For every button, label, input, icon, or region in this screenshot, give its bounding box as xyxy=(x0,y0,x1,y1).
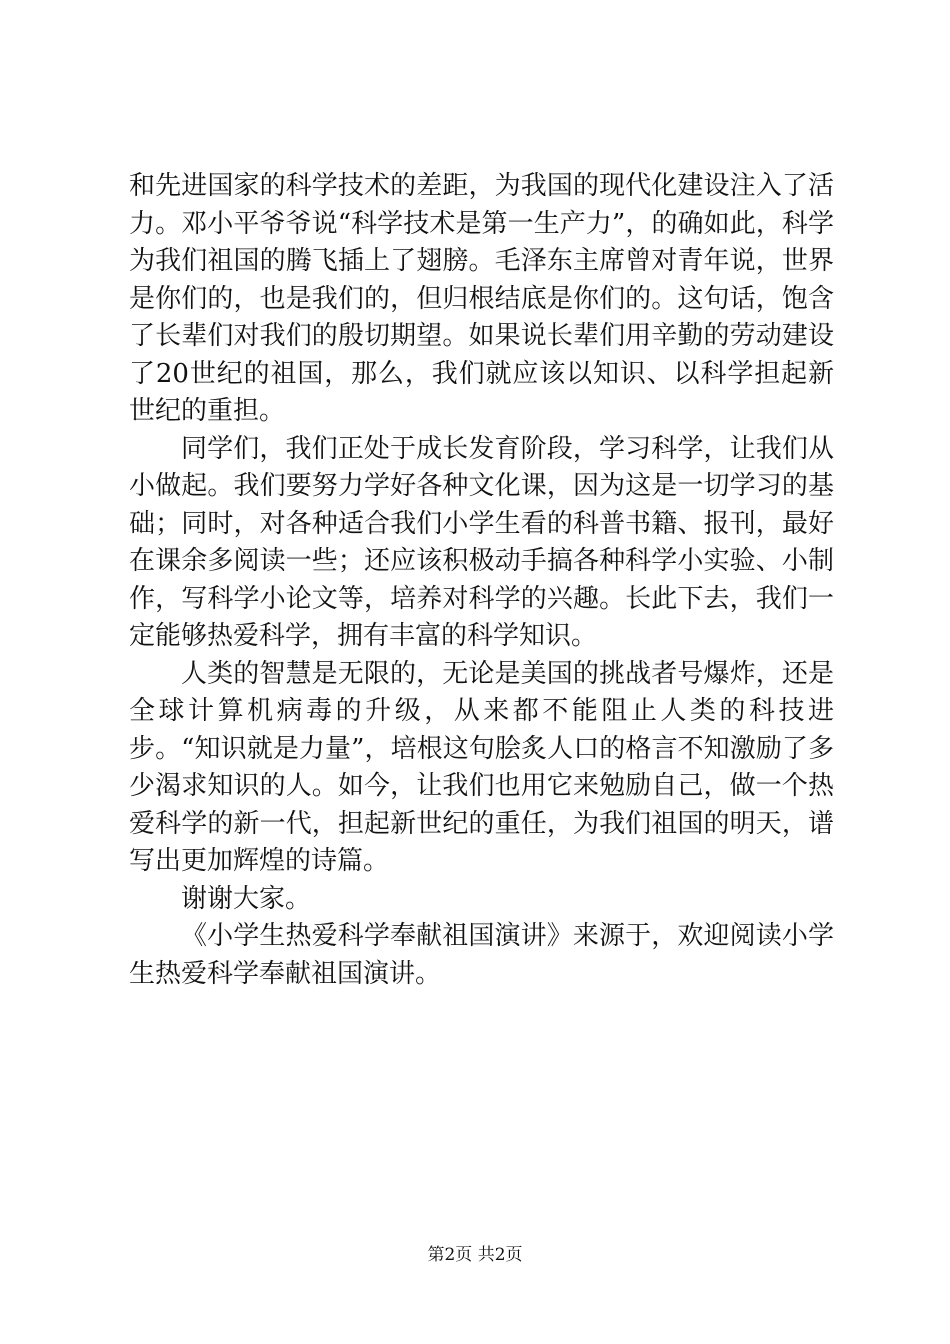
page-footer xyxy=(0,1243,950,1267)
document-body xyxy=(129,168,834,993)
paragraph-1: 和先进国家的科学技术的差距，为我国的现代化建设注入了活力。邓小平爷爷说“科学技术是第一生产力”，的确如此，科学为我们祖国的腾飞插上了翅膀。毛泽东主席曾对青年说，世界是你们的，也是我们的，但归根结底是你们的。这句话，饱含了长辈们对我们的殷切期望。如果说长辈们用辛勤的劳动建设了20世纪的祖国，那么，我们就应该以知识、以科学担起新世纪的重担。 xyxy=(129,171,834,426)
paragraph-3: 人类的智慧是无限的，无论是美国的挑战者号爆炸，还是全球计算机病毒的升级，从来都不能阻止人类的科技进步。“知识就是力量”，培根这句脍炙人口的格言不知激励了多少渴求知识的人。如今，让我们也用它来勉励自己，做一个热爱科学的新一代，担起新世纪的重任，为我们祖国的明天，谱写出更加辉煌的诗篇。 xyxy=(129,658,834,876)
page-number-label: 第2页 共2页 xyxy=(427,1245,523,1265)
paragraph-2: 同学们，我们正处于成长发育阶段，学习科学，让我们从小做起。我们要努力学好各种文化课，因为这是一切学习的基础；同时，对各种适合我们小学生看的科普书籍、报刊，最好在课余多阅读一些；还应该积极动手搞各种科学小实验、小制作，写科学小论文等，培养对科学的兴趣。长此下去，我们一定能够热爱科学，拥有丰富的科学知识。 xyxy=(129,433,834,651)
paragraph-source-note: 《小学生热爱科学奉献祖国演讲》来源于，欢迎阅读小学生热爱科学奉献祖国演讲。 xyxy=(129,921,834,989)
paragraph-thanks: 谢谢大家。 xyxy=(181,883,312,914)
